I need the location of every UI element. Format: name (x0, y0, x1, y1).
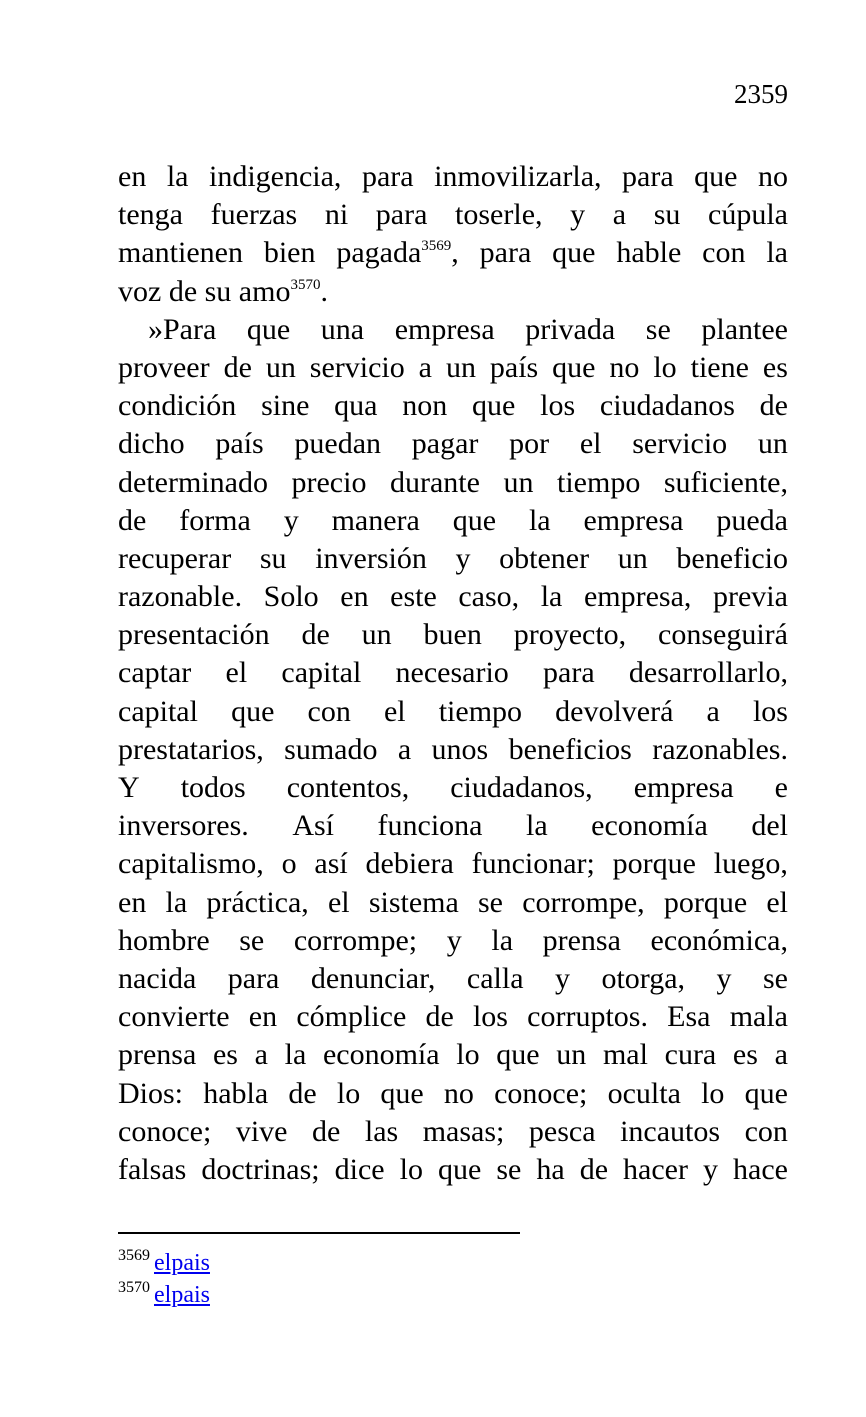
footnote-ref-3570[interactable]: 3570 (290, 276, 321, 293)
word: así (314, 847, 348, 881)
word: e (774, 771, 788, 804)
word: economía (591, 809, 708, 843)
word: vive (235, 1114, 288, 1148)
text-line (118, 234, 788, 272)
word: proveer (118, 350, 210, 384)
word: es (762, 350, 788, 384)
word: empresa (633, 771, 734, 804)
word: ha (536, 1152, 565, 1186)
word: del (751, 809, 788, 843)
word: lo (653, 350, 677, 384)
word: un (556, 1038, 587, 1072)
word: empresa (583, 503, 684, 537)
word: incautos (620, 1114, 721, 1148)
word: oculta (607, 1076, 681, 1110)
word: »Para (148, 312, 217, 346)
word: de (118, 503, 147, 537)
word: contentos, (286, 771, 410, 804)
word: económica, (650, 923, 788, 957)
word: en (118, 885, 147, 919)
word: obtener (499, 541, 590, 575)
word: país (489, 350, 539, 384)
word: hable (616, 236, 682, 270)
word: suficiente, (663, 465, 788, 499)
word: para (227, 961, 280, 995)
word: ni (324, 198, 349, 232)
word: un (503, 465, 534, 499)
word: luego, (713, 847, 788, 881)
word: los (752, 694, 788, 728)
text-line (118, 884, 788, 922)
punctuation: , (451, 236, 459, 270)
word: inversión (315, 541, 427, 575)
word: y (283, 503, 299, 537)
word: para (479, 236, 532, 270)
word: nacida (118, 961, 197, 995)
word: el (383, 694, 406, 728)
footnote-link-elpais[interactable]: elpais (154, 1282, 210, 1308)
word: con (307, 694, 351, 728)
word: indigencia, (208, 160, 342, 193)
word: país (215, 427, 264, 461)
word: voz de su amo (118, 274, 291, 308)
word: precio (291, 465, 367, 499)
word: debiera (365, 847, 454, 881)
word: prensa (118, 1038, 197, 1072)
word: lo (456, 1038, 480, 1072)
word: pagada (336, 236, 422, 270)
word: recuperar (118, 541, 232, 575)
word: que (246, 312, 291, 346)
footnote-separator (118, 1232, 520, 1234)
word: falsas (118, 1152, 187, 1186)
word: los (540, 389, 576, 423)
word: la (528, 503, 551, 537)
word: y (716, 961, 732, 995)
word: fuerzas (210, 198, 298, 232)
word: hace (733, 1152, 788, 1186)
word: captar (118, 656, 192, 690)
word: non (402, 389, 448, 423)
text-line (118, 158, 788, 196)
word: puedan (294, 427, 382, 461)
word: y (570, 198, 586, 232)
text-line (118, 1075, 788, 1113)
word: que (452, 503, 497, 537)
word: que (552, 350, 596, 384)
footnote-link-elpais[interactable]: elpais (154, 1250, 210, 1276)
word: el (579, 427, 602, 461)
text-line (118, 349, 788, 387)
word: un (757, 427, 788, 461)
word: y (554, 961, 570, 995)
text-line (118, 960, 788, 998)
word: Y (118, 771, 140, 804)
text-line (118, 464, 788, 502)
word: economía (322, 1038, 440, 1072)
text-line (118, 502, 788, 540)
word: corrompe, (522, 885, 645, 919)
footnotes (118, 1247, 210, 1311)
word: para (622, 160, 674, 193)
word: determinado (118, 465, 268, 499)
word: devolverá (555, 694, 674, 728)
word: sine (261, 389, 310, 423)
word: presentación (118, 618, 270, 652)
word-with-footnote-ref (336, 234, 458, 272)
word: su (653, 198, 681, 232)
punctuation: . (320, 274, 328, 308)
footnote-3570 (118, 1279, 210, 1311)
word: para (375, 198, 428, 232)
word: es (212, 1038, 238, 1072)
word: que (380, 1076, 424, 1110)
text-line (118, 845, 788, 883)
word: prensa (542, 923, 621, 957)
word: toserle, (455, 198, 543, 232)
word: una (320, 312, 365, 346)
word: de (288, 1076, 317, 1110)
text-line (118, 196, 788, 234)
text-line (118, 693, 788, 731)
footnote-number: 3570 (118, 1279, 150, 1296)
word: a (774, 1038, 788, 1072)
word: para (543, 656, 595, 690)
word: que (438, 1152, 482, 1186)
word: hacer (623, 1152, 688, 1186)
word: razonables. (652, 732, 788, 766)
word: denunciar, (310, 961, 436, 995)
word: se (478, 885, 503, 919)
word: mal (602, 1038, 648, 1072)
word: este (390, 580, 437, 614)
word: lo (701, 1076, 725, 1110)
text-line (118, 654, 788, 692)
word: empresa (394, 312, 495, 346)
text-line (118, 540, 788, 578)
word: no (443, 1076, 474, 1110)
word: buen (423, 618, 482, 652)
word: conseguirá (658, 618, 788, 652)
word: cúpula (708, 198, 788, 232)
text-line (118, 387, 788, 425)
text-line (118, 807, 788, 845)
word: habla (203, 1076, 269, 1110)
word: las (364, 1114, 399, 1148)
page-number: 2359 (734, 79, 788, 109)
word: tiene (690, 350, 749, 384)
word: proyecto, (513, 618, 627, 652)
text-line (118, 1036, 788, 1074)
word: ciudadanos, (450, 771, 593, 804)
word: tenga (118, 198, 183, 232)
word: plantee (701, 312, 788, 346)
word: que (231, 694, 275, 728)
word: de (579, 1152, 609, 1186)
word: dice (334, 1152, 385, 1186)
word: ciudadanos (599, 389, 735, 423)
word: desarrollarlo, (628, 656, 788, 690)
text-line (118, 731, 788, 769)
word: lo (399, 1152, 423, 1186)
body-text (118, 158, 788, 1189)
word: no (609, 350, 640, 384)
word: su (259, 541, 287, 575)
word: funciona (377, 809, 483, 843)
word: a (418, 350, 432, 384)
word: se (763, 961, 788, 995)
word: mala (729, 1000, 788, 1034)
word: a (254, 1038, 268, 1072)
word: conoce; (118, 1114, 212, 1148)
word: capitalismo, (118, 847, 264, 881)
text-line (118, 311, 788, 349)
word: el (225, 656, 248, 690)
word: corruptos. (527, 1000, 648, 1034)
word: y (446, 923, 462, 957)
word: que (496, 1038, 540, 1072)
word: dicho (118, 427, 185, 461)
word: para (361, 160, 414, 193)
word: en (248, 1000, 278, 1034)
word: un (445, 350, 476, 384)
word: de (425, 1000, 454, 1034)
word: a (706, 694, 720, 728)
word: manera (331, 503, 420, 537)
footnote-ref-3569[interactable]: 3569 (421, 238, 452, 255)
word: convierte (118, 1000, 230, 1034)
text-line (118, 769, 788, 807)
word: hombre (118, 923, 210, 957)
word: pueda (716, 503, 788, 537)
word: caso, (458, 580, 520, 614)
word: se (239, 923, 265, 957)
word: inversores. (118, 809, 249, 843)
word: en (118, 160, 147, 193)
text-line (118, 998, 788, 1036)
word: con (702, 236, 746, 270)
word: privada (525, 312, 616, 346)
word: sistema (368, 885, 459, 919)
word: servicio (632, 427, 728, 461)
word: y (703, 1152, 718, 1186)
word: Solo (263, 580, 319, 614)
word: funcionar; (471, 847, 595, 881)
word: doctrinas; (201, 1152, 320, 1186)
word: capital (118, 694, 198, 728)
word: un (265, 350, 296, 384)
word: porque (663, 885, 748, 919)
word: calla (466, 961, 524, 995)
word: necesario (395, 656, 509, 690)
word: a (397, 732, 412, 766)
word: Dios: (118, 1076, 184, 1110)
word: servicio (309, 350, 405, 384)
word: a (612, 198, 627, 232)
word: en (340, 580, 369, 614)
word: la (766, 236, 788, 270)
word: unos (431, 732, 489, 766)
word: el (327, 885, 350, 919)
word: la (284, 1038, 307, 1072)
word: masas; (422, 1114, 505, 1148)
word: cómplice (296, 1000, 407, 1034)
word: pesca (528, 1114, 596, 1148)
word: de (301, 618, 330, 652)
word: se (496, 1152, 522, 1186)
word: o (281, 847, 297, 881)
word: conoce; (494, 1076, 588, 1110)
word: se (645, 312, 671, 346)
word: qua (334, 389, 378, 423)
word: de (223, 350, 252, 384)
word: cura (664, 1038, 717, 1072)
word: no (757, 160, 788, 193)
word: bien (263, 236, 316, 270)
word: y (455, 541, 471, 575)
word: con (744, 1114, 788, 1148)
text-line (118, 273, 788, 311)
word: condición (118, 389, 237, 423)
word: lo (336, 1076, 361, 1110)
word: es (732, 1038, 758, 1072)
word: práctica, (206, 885, 309, 919)
footnote-number: 3569 (118, 1247, 150, 1264)
word: porque (612, 847, 696, 881)
word: empresa, (583, 580, 692, 614)
word: que (694, 160, 738, 193)
word: el (766, 885, 788, 919)
text-line (118, 922, 788, 960)
word: que (744, 1076, 788, 1110)
word: Así (292, 809, 334, 843)
word: la (526, 809, 548, 843)
word: que (472, 389, 516, 423)
word: un (617, 541, 648, 575)
word: forma (179, 503, 251, 537)
text-line (118, 425, 788, 463)
word: tiempo (438, 694, 523, 728)
text-line (118, 1113, 788, 1151)
word: tiempo (557, 465, 641, 499)
word: todos (180, 771, 246, 804)
word: que (552, 236, 596, 270)
word: mantienen (118, 236, 243, 270)
word: prestatarios, (118, 732, 264, 766)
word: los (472, 1000, 508, 1034)
text-line (118, 578, 788, 616)
word: sumado (284, 732, 378, 766)
word: inmovilizarla, (434, 160, 602, 193)
word: beneficio (676, 541, 788, 575)
word: beneficios (508, 732, 632, 766)
text-line (118, 616, 788, 654)
word: de (312, 1114, 341, 1148)
word: previa (712, 580, 788, 614)
word: razonable. (118, 580, 243, 614)
word: un (361, 618, 392, 652)
word: Esa (667, 1000, 711, 1034)
word: corrompe; (293, 923, 418, 957)
text-line (118, 1151, 788, 1189)
footnote-3569 (118, 1247, 210, 1279)
word: pagar (411, 427, 479, 461)
word: la (540, 580, 563, 614)
word: de (759, 389, 788, 423)
word: durante (389, 465, 480, 499)
word: por (509, 427, 550, 461)
word: la (166, 160, 189, 193)
word: la (165, 885, 188, 919)
word: la (491, 923, 514, 957)
word: otorga, (601, 961, 686, 995)
word: capital (281, 656, 362, 690)
